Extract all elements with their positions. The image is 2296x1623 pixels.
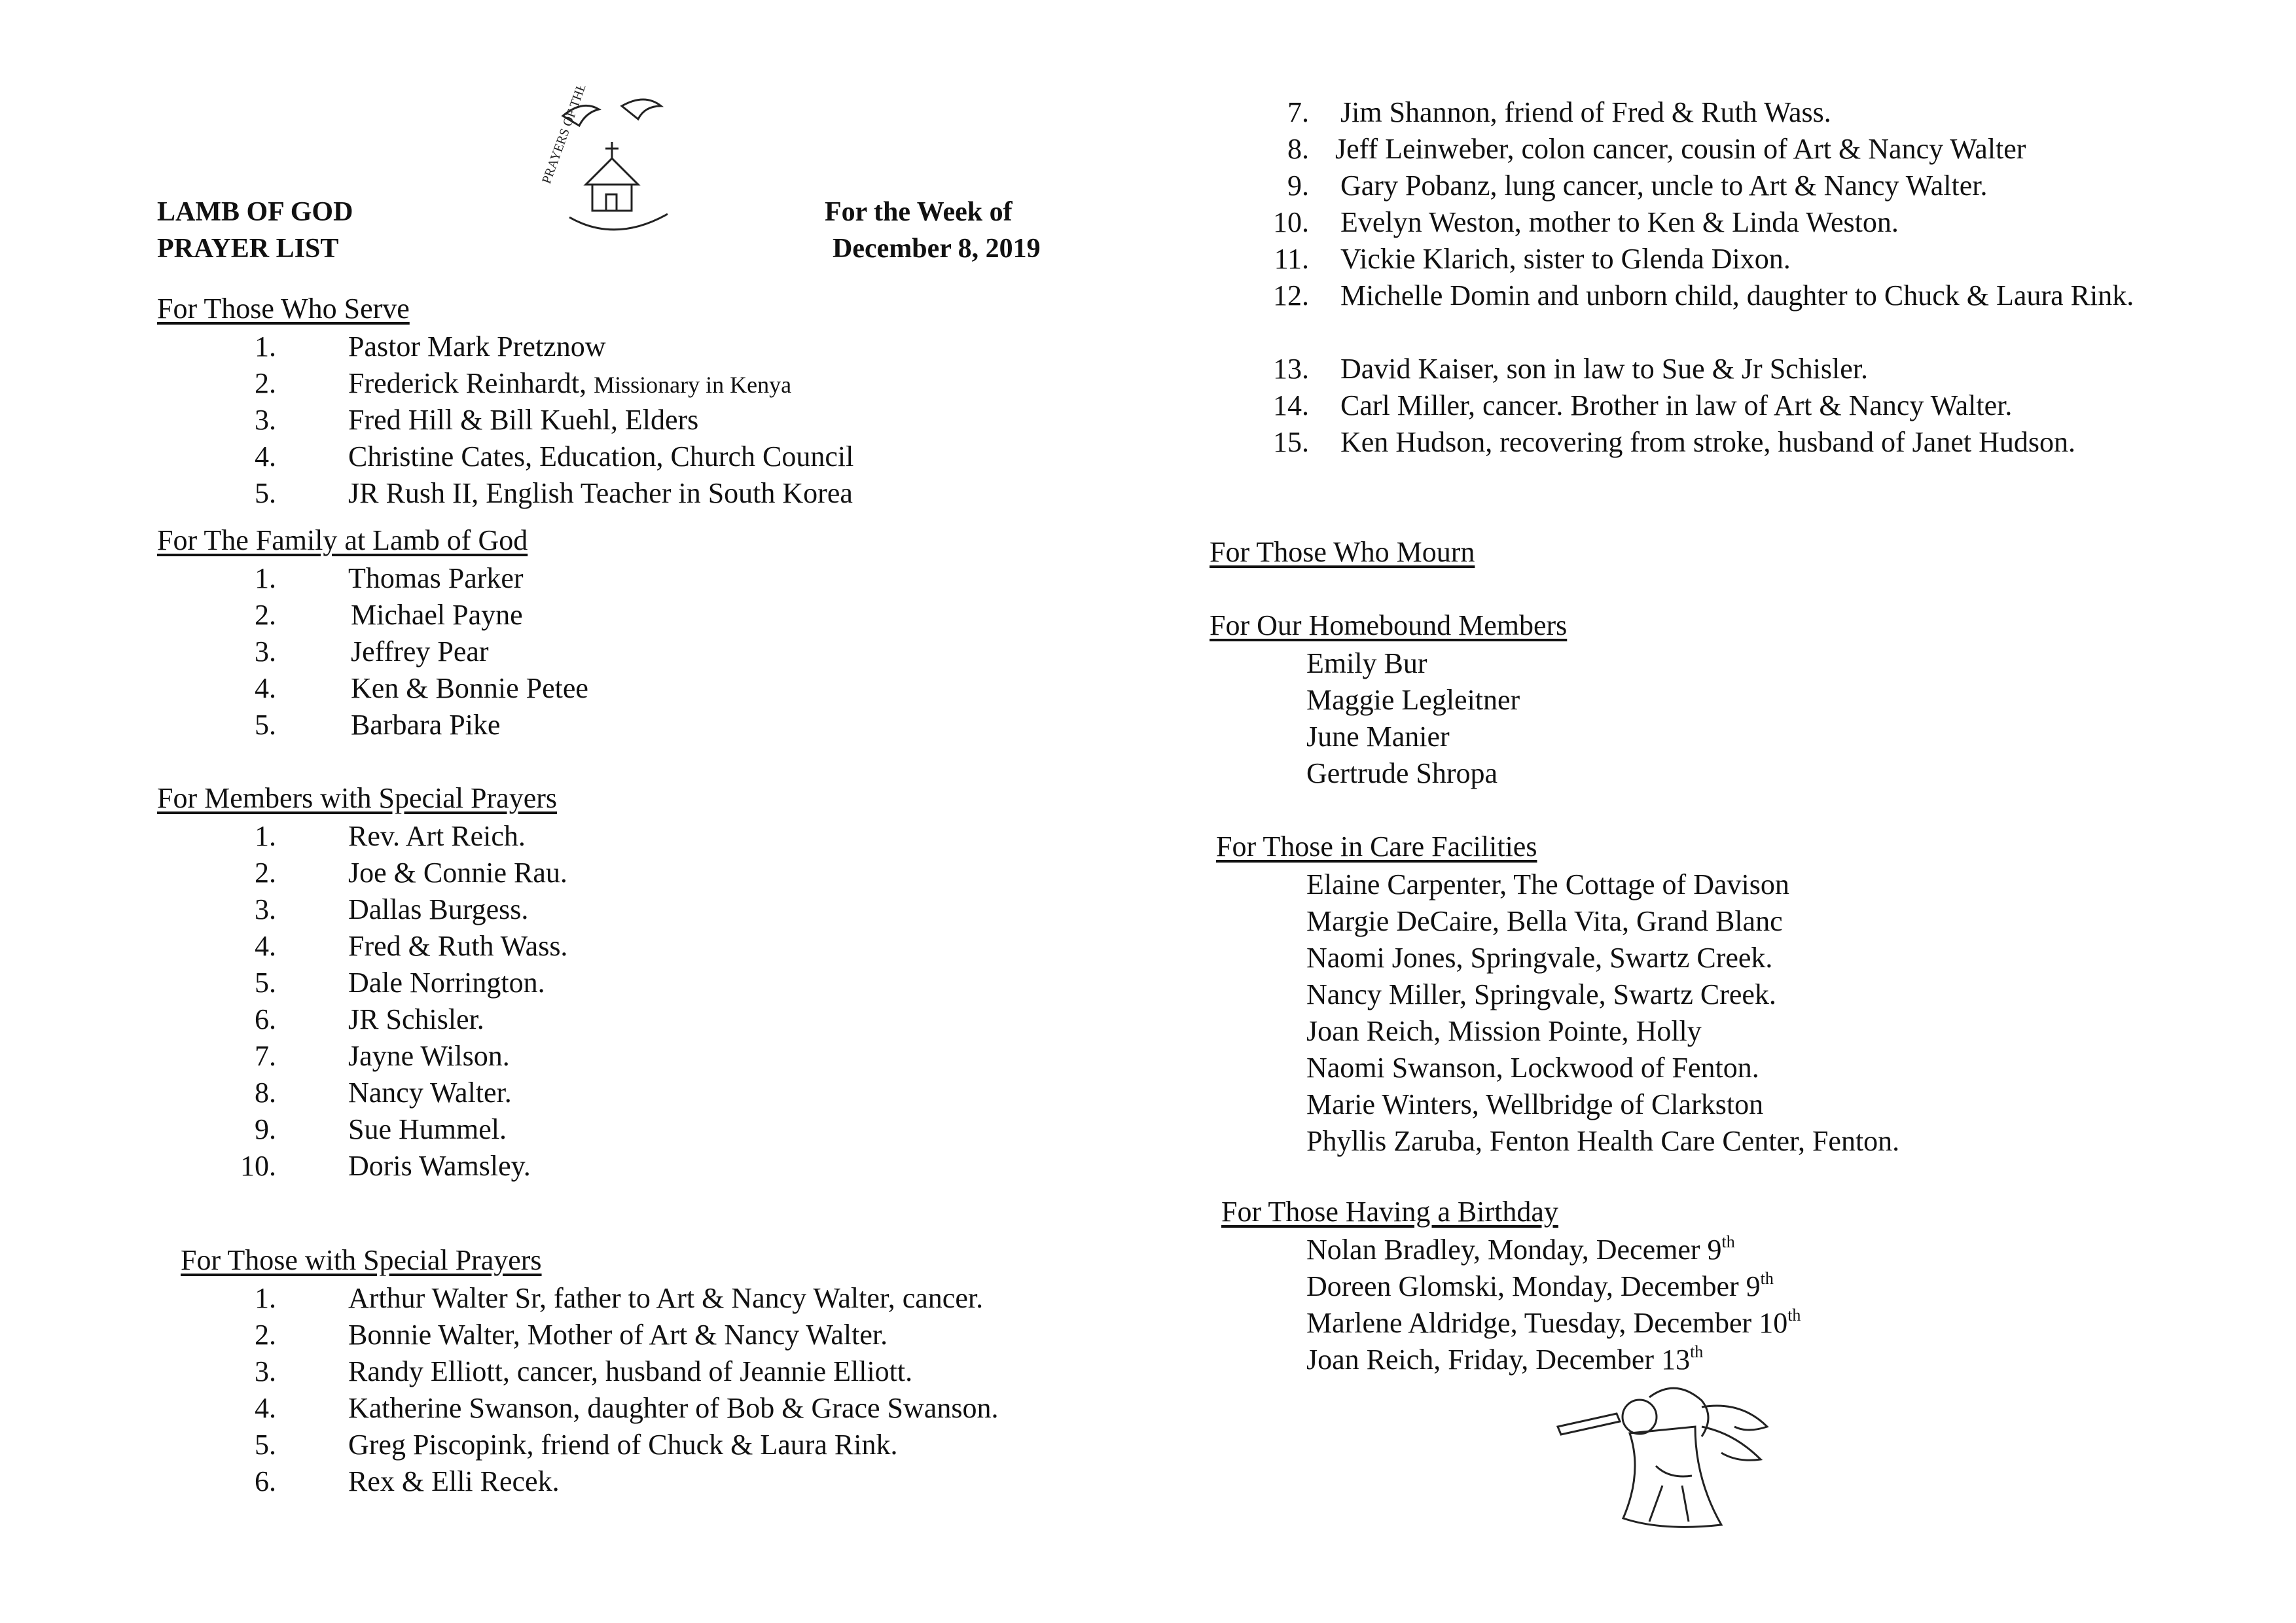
week-date: December 8, 2019 (833, 234, 1041, 264)
week-line-1: For the Week of (825, 197, 1013, 227)
item-number: 2. (255, 857, 276, 889)
list-item: Marie Winters, Wellbridge of Clarkston (1306, 1088, 1764, 1120)
list-item: Naomi Swanson, Lockwood of Fenton. (1306, 1052, 1759, 1084)
item-text: Dale Norrington. (348, 967, 545, 999)
item-number: 3. (255, 635, 276, 668)
section-heading-mourn: For Those Who Mourn (1210, 536, 1475, 568)
item-number: 9. (255, 1113, 276, 1145)
item-text: Nancy Walter. (348, 1077, 512, 1109)
item-text: Barbara Pike (351, 709, 501, 741)
list-item (1306, 1342, 1703, 1378)
ordinal-suffix: th (1721, 1232, 1735, 1251)
list-item: Nancy Miller, Springvale, Swartz Creek. (1306, 978, 1776, 1010)
item-text: Rex & Elli Recek. (348, 1465, 560, 1497)
section-heading-care: For Those in Care Facilities (1216, 830, 1537, 863)
item-text: Joe & Connie Rau. (348, 857, 567, 889)
item-number: 14. (1273, 389, 1309, 421)
list-item: Emily Bur (1306, 647, 1427, 679)
list-item (1306, 1232, 1735, 1268)
item-number: 8. (255, 1077, 276, 1109)
item-number: 5. (255, 967, 276, 999)
item-text: Pastor Mark Pretznow (348, 330, 606, 363)
header-title (157, 194, 353, 267)
item-number: 4. (255, 930, 276, 962)
list-item: Margie DeCaire, Bella Vita, Grand Blanc (1306, 905, 1783, 937)
item-number: 10. (240, 1150, 276, 1182)
item-number: 9. (1287, 169, 1309, 202)
angel-with-trumpet-icon (1551, 1381, 1787, 1538)
ordinal-suffix: th (1690, 1342, 1704, 1361)
title-line-1: LAMB OF GOD (157, 197, 353, 227)
list-item: Phyllis Zaruba, Fenton Health Care Center, Fenton. (1306, 1125, 1900, 1157)
item-text: Evelyn Weston, mother to Ken & Linda Weston. (1340, 206, 1899, 238)
item-note: Missionary in Kenya (594, 372, 792, 398)
item-text: Bonnie Walter, Mother of Art & Nancy Walter. (348, 1319, 888, 1351)
ordinal-suffix: th (1787, 1306, 1801, 1325)
section-heading-members: For Members with Special Prayers (157, 782, 557, 814)
item-number: 5. (255, 477, 276, 509)
item-number: 3. (255, 1355, 276, 1387)
item-text: Christine Cates, Education, Church Council (348, 440, 854, 473)
birthday-text: Joan Reich, Friday, December 13 (1306, 1344, 1691, 1376)
item-text: Randy Elliott, cancer, husband of Jeannie Elliott. (348, 1355, 913, 1387)
item-number: 15. (1273, 426, 1309, 458)
item-text: Frederick Reinhardt, (348, 367, 587, 399)
section-heading-serve: For Those Who Serve (157, 293, 410, 325)
item-number: 6. (255, 1003, 276, 1035)
item-text: David Kaiser, son in law to Sue & Jr Schisler. (1340, 353, 1869, 385)
item-text: Michelle Domin and unborn child, daughter to Chuck & Laura Rink. (1340, 279, 2134, 312)
item-text: Ken Hudson, recovering from stroke, husband of Janet Hudson. (1340, 426, 2075, 458)
item-text: Carl Miller, cancer. Brother in law of Art & Nancy Walter. (1340, 389, 2013, 421)
item-text: Arthur Walter Sr, father to Art & Nancy Walter, cancer. (348, 1282, 984, 1314)
item-number: 5. (255, 709, 276, 741)
item-number: 2. (255, 599, 276, 631)
birthday-text: Nolan Bradley, Monday, Decemer 9 (1306, 1234, 1722, 1266)
item-number: 8. (1287, 133, 1309, 165)
item-number: 4. (255, 440, 276, 473)
item-number: 10. (1273, 206, 1309, 238)
item-text: Doris Wamsley. (348, 1150, 531, 1182)
item-number: 1. (255, 562, 276, 594)
item-number: 7. (1287, 96, 1309, 128)
list-item: Gertrude Shropa (1306, 757, 1498, 789)
item-text: Thomas Parker (348, 562, 524, 594)
item-text: Jayne Wilson. (348, 1040, 510, 1072)
item-number: 1. (255, 820, 276, 852)
section-heading-family: For The Family at Lamb of God (157, 524, 528, 556)
item-text: Greg Piscopink, friend of Chuck & Laura Rink. (348, 1429, 898, 1461)
ordinal-suffix: th (1760, 1269, 1774, 1288)
item-number: 5. (255, 1429, 276, 1461)
item-text: Ken & Bonnie Petee (351, 672, 588, 704)
item-text: JR Schisler. (348, 1003, 484, 1035)
item-text: Katherine Swanson, daughter of Bob & Grace Swanson. (348, 1392, 999, 1424)
item-text: Sue Hummel. (348, 1113, 507, 1145)
list-item: June Manier (1306, 721, 1450, 753)
item-number: 7. (255, 1040, 276, 1072)
birthday-text: Marlene Aldridge, Tuesday, December 10 (1306, 1307, 1788, 1339)
item-number: 3. (255, 404, 276, 436)
item-number: 13. (1273, 353, 1309, 385)
title-line-2: PRAYER LIST (157, 234, 339, 264)
logo-text: PRAYERS OF THE CHURCH (539, 86, 609, 186)
list-item: Joan Reich, Mission Pointe, Holly (1306, 1015, 1702, 1047)
item-number: 2. (255, 1319, 276, 1351)
list-item (1306, 1268, 1774, 1305)
item-text: Jim Shannon, friend of Fred & Ruth Wass. (1340, 96, 1831, 128)
list-item: Elaine Carpenter, The Cottage of Davison (1306, 868, 1789, 901)
item-text: Jeff Leinweber, colon cancer, cousin of Art & Nancy Walter (1335, 133, 2026, 165)
item-number: 12. (1273, 279, 1309, 312)
item-number: 2. (255, 367, 276, 399)
item-number: 1. (255, 1282, 276, 1314)
item-text: Rev. Art Reich. (348, 820, 526, 852)
item-number: 1. (255, 330, 276, 363)
item-text: Michael Payne (351, 599, 523, 631)
item-number: 4. (255, 1392, 276, 1424)
week-of (825, 194, 1041, 267)
item-number: 4. (255, 672, 276, 704)
prayers-of-the-church-logo (524, 86, 733, 237)
section-heading-homebound: For Our Homebound Members (1210, 609, 1568, 641)
list-item: Naomi Jones, Springvale, Swartz Creek. (1306, 942, 1773, 974)
list-item (1306, 1305, 1801, 1342)
item-text: Gary Pobanz, lung cancer, uncle to Art & Nancy Walter. (1340, 169, 1988, 202)
section-heading-special: For Those with Special Prayers (181, 1244, 542, 1276)
item-text: Fred Hill & Bill Kuehl, Elders (348, 404, 699, 436)
birthday-text: Doreen Glomski, Monday, December 9 (1306, 1270, 1761, 1302)
item-number: 11. (1274, 243, 1309, 275)
item-text: Vickie Klarich, sister to Glenda Dixon. (1340, 243, 1791, 275)
item-text: Jeffrey Pear (351, 635, 489, 668)
item-text: Fred & Ruth Wass. (348, 930, 568, 962)
list-item: Maggie Legleitner (1306, 684, 1520, 716)
item-text: JR Rush II, English Teacher in South Korea (348, 477, 853, 509)
item-number: 3. (255, 893, 276, 925)
item-number: 6. (255, 1465, 276, 1497)
section-heading-birthday: For Those Having a Birthday (1221, 1196, 1558, 1228)
item-text: Dallas Burgess. (348, 893, 529, 925)
